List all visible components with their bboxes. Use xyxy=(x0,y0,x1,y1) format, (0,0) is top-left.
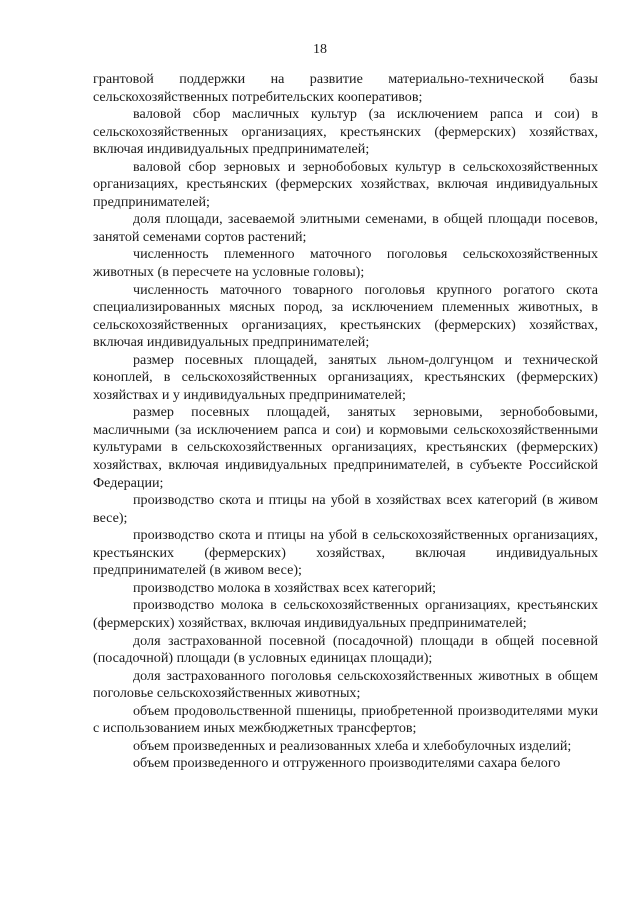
paragraph: объем произведенных и реализованных хлеба и хлебобулочных изделий; xyxy=(133,737,572,754)
paragraph: доля застрахованного поголовья сельскохозяйственных животных в общем поголовье сельскохозяйственных животных; xyxy=(93,667,598,702)
document-body xyxy=(93,71,598,773)
paragraph: валовой сбор масличных культур (за исключением рапса и сои) в сельскохозяйственных организациях, крестьянских (фермерских) хозяйствах, включая индивидуальных предпринимателей; xyxy=(93,106,598,158)
paragraph: доля застрахованной посевной (посадочной) площади в общей посевной (посадочной) площади (в условных единицах площади); xyxy=(93,632,598,667)
paragraph: производство скота и птицы на убой в сельскохозяйственных организациях, крестьянских (фермерских) хозяйствах, включая индивидуальных предпринимателей (в живом весе); xyxy=(93,527,598,579)
paragraph: производство скота и птицы на убой в хозяйствах всех категорий (в живом весе); xyxy=(93,492,598,526)
paragraph: размер посевных площадей, занятых зерновыми, зернобобовыми, масличными (за исключением рапса и сои) и кормовыми сельскохозяйственными культурами в сельскохозяйственных организациях, крестьянских (фермерских) хозяйствах, включая индивидуальных предпринимателей, в субъекте Российской Федерации; xyxy=(93,404,598,491)
page-number: 18 xyxy=(313,42,327,57)
paragraph: объем продовольственной пшеницы, приобретенной производителями муки с использованием иных межбюджетных трансфертов; xyxy=(93,702,598,737)
paragraph: грантовой поддержки на развитие материально-технической базы сельскохозяйственных потребительских кооперативов; xyxy=(93,71,598,105)
paragraph: валовой сбор зерновых и зернобобовых культур в сельскохозяйственных организациях, крестьянских (фермерских хозяйствах, включая индивидуальных предпринимателей; xyxy=(93,158,598,210)
paragraph: объем произведенного и отгруженного производителями сахара белого xyxy=(133,755,561,772)
paragraph: численность племенного маточного поголовья сельскохозяйственных животных (в пересчете на условные головы); xyxy=(93,246,598,281)
paragraph: численность маточного товарного поголовья крупного рогатого скота специализированных мясных пород, за исключением племенных животных, в сельскохозяйственных организациях, крестьянских (фермерских) хозяйствах, включая индивидуальных предпринимателей; xyxy=(93,281,598,351)
paragraph: производство молока в хозяйствах всех категорий; xyxy=(133,579,437,596)
paragraph: доля площади, засеваемой элитными семенами, в общей площади посевов, занятой семенами сортов растений; xyxy=(93,211,598,245)
paragraph: размер посевных площадей, занятых льном-долгунцом и технической коноплей, в сельскохозяйственных организациях, крестьянских (фермерских) хозяйствах и у индивидуальных предпринимателей; xyxy=(93,351,598,403)
paragraph: производство молока в сельскохозяйственных организациях, крестьянских (фермерских) хозяйствах, включая индивидуальных предпринимателей; xyxy=(93,597,598,631)
